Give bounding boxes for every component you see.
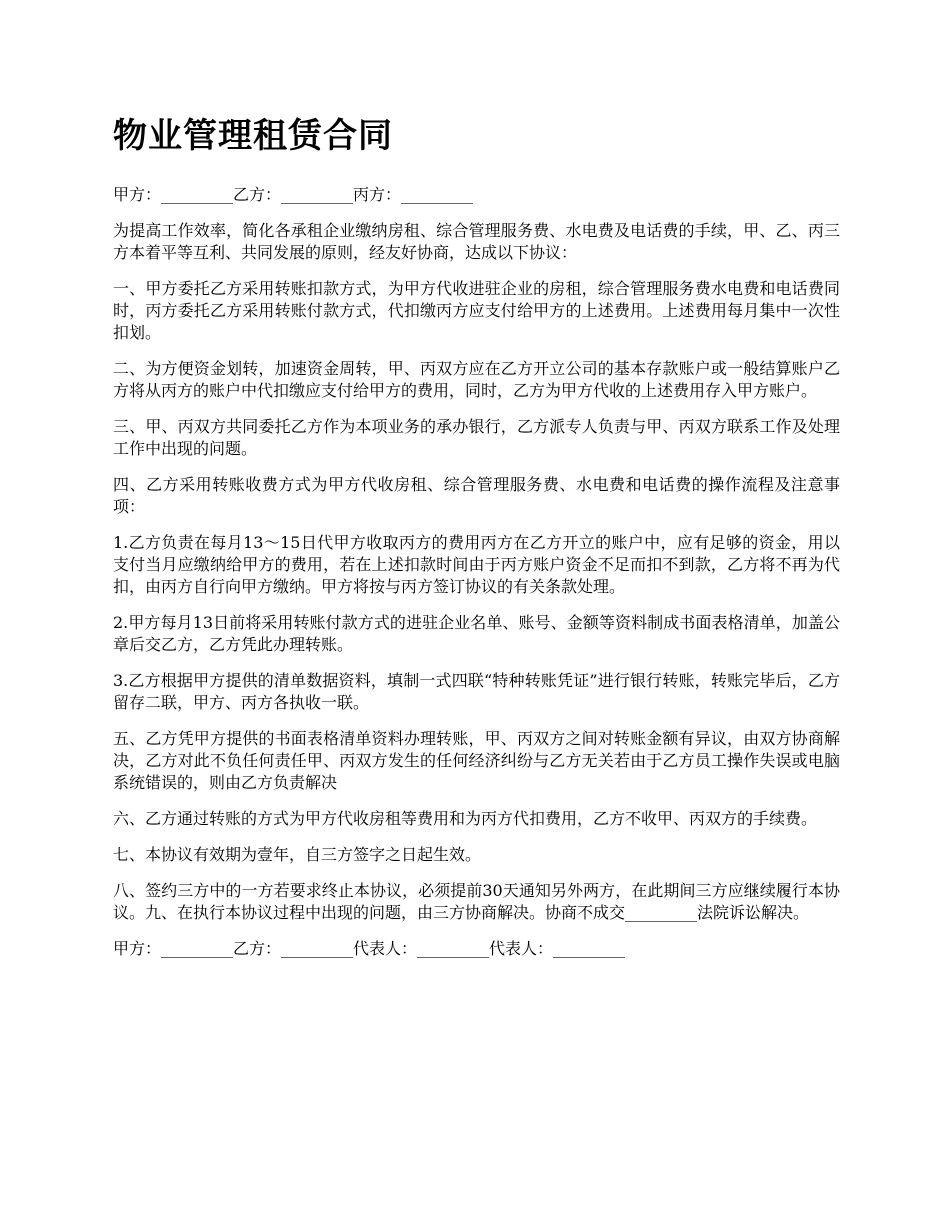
paragraph-preamble: 为提高工作效率，简化各承租企业缴纳房租、综合管理服务费、水电费及电话费的手续，甲、乙、丙三方本着平等互利、共同发展的原则，经友好协商，达成以下协议： bbox=[113, 221, 840, 262]
parties-line: 甲方：_________乙方：_________丙方：_________ bbox=[113, 185, 474, 204]
paragraph-clause-1: 一、甲方委托乙方采用转账扣款方式，为甲方代收进驻企业的房租，综合管理服务费水电费和电话费同时，丙方委托乙方采用转账付款方式，代扣缴丙方应支付给甲方的上述费用。上述费用每月集中一次性扣划。 bbox=[113, 279, 840, 342]
paragraph-clause-2: 二、为方便资金划转，加速资金周转，甲、丙双方应在乙方开立公司的基本存款账户或一般结算账户乙方将从丙方的账户中代扣缴应支付给甲方的费用，同时，乙方为甲方代收的上述费用存入甲方账户。 bbox=[113, 359, 840, 400]
paragraph-clause-4-item-2: 2.甲方每月13日前将采用转账付款方式的进驻企业名单、账号、金额等资料制成书面表格清单，加盖公章后交乙方，乙方凭此办理转账。 bbox=[113, 613, 840, 654]
paragraph-clause-4-item-3: 3.乙方根据甲方提供的清单数据资料，填制一式四联“特种转账凭证”进行银行转账，转账完毕后，乙方留存二联，甲方、丙方各执收一联。 bbox=[113, 671, 840, 712]
paragraph-clause-3: 三、甲、丙双方共同委托乙方作为本项业务的承办银行，乙方派专人负责与甲、丙双方联系工作及处理工作中出现的问题。 bbox=[113, 417, 840, 458]
paragraph-clause-4-item-1: 1.乙方负责在每月13～15日代甲方收取丙方的费用丙方在乙方开立的账户中，应有足够的资金，用以支付当月应缴纳给甲方的费用，若在上述扣款时间由于丙方账户资金不足而扣不到款，乙方将不再为代扣，由丙方自行向甲方缴纳。甲方将按与丙方签订协议的有关条款处理。 bbox=[113, 533, 840, 596]
paragraph-clause-5: 五、乙方凭甲方提供的书面表格清单资料办理转账，甲、丙双方之间对转账金额有异议，由双方协商解决，乙方对此不负任何责任甲、丙双方发生的任何经济纠纷与乙方无关若由于乙方员工操作失误或电脑系统错误的，则由乙方负责解决 bbox=[113, 729, 840, 792]
paragraph-clause-8: 八、签约三方中的一方若要求终止本协议，必须提前30天通知另外两方，在此期间三方应继续履行本协议。九、在执行本协议过程中出现的问题，由三方协商解决。协商不成交_________法院诉讼解决。 bbox=[113, 881, 840, 922]
document-title: 物业管理租赁合同 bbox=[113, 116, 393, 156]
paragraph-clause-7: 七、本协议有效期为壹年，自三方签字之日起生效。 bbox=[113, 845, 482, 864]
paragraph-clause-4: 四、乙方采用转账收费方式为甲方代收房租、综合管理服务费、水电费和电话费的操作流程及注意事项： bbox=[113, 475, 840, 516]
signature-line: 甲方：_________乙方：_________代表人：_________代表人：_________ bbox=[113, 939, 626, 958]
document-page bbox=[113, 112, 840, 974]
paragraph-clause-6: 六、乙方通过转账的方式为甲方代收房租等费用和为丙方代扣费用，乙方不收甲、丙双方的手续费。 bbox=[113, 809, 818, 828]
